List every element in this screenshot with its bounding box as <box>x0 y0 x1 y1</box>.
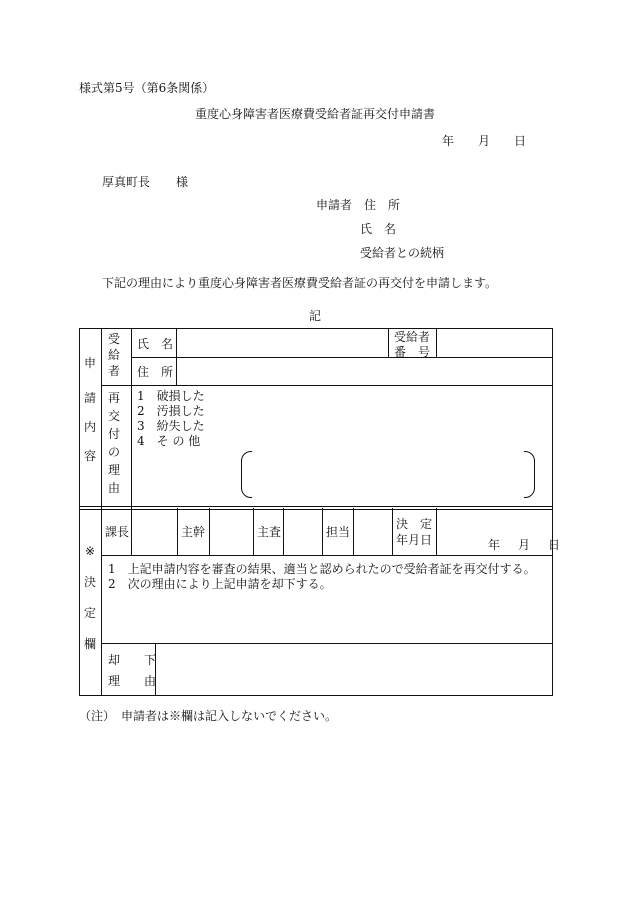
decision-reject: 2 次の理由により上記申請を却下する。 <box>108 577 332 591</box>
section-request-label: 申 請 内 容 <box>83 356 96 463</box>
section-decision-label: ※ 決 定 欄 <box>83 544 96 651</box>
date-day: 日 <box>514 134 527 148</box>
addressee <box>102 173 188 190</box>
date-month: 月 <box>478 134 491 148</box>
applicant-name-label: 氏 名 <box>360 222 397 236</box>
reason-soiled: 2 汚損した <box>137 404 205 418</box>
footnote: （注） 申請者は※欄は記入しないでください。 <box>79 709 338 723</box>
applicant-address-line <box>316 196 400 213</box>
page-title: 重度心身障害者医療費受給者証再交付申請書 <box>194 107 435 121</box>
decision-date: 年 月 日 <box>488 538 561 552</box>
approval-senior-staff: 主幹 <box>181 525 206 539</box>
date-year: 年 <box>442 134 455 148</box>
approval-section-chief: 課長 <box>105 525 130 539</box>
decision-date-label: 決 定 年月日 <box>396 517 433 547</box>
recipient-name-label: 氏 名 <box>137 337 174 351</box>
reason-group-label: 再 交 付 の 理 由 <box>107 391 120 495</box>
form-number: 様式第5号（第6条関係） <box>79 81 215 95</box>
reason-other: 4 そ の 他 <box>137 434 201 448</box>
application-date <box>442 132 526 149</box>
reason-list <box>137 389 205 449</box>
reason-lost: 3 紛失した <box>137 419 205 433</box>
request-statement: 下記の理由により重度心身障害者医療費受給者証の再交付を申請します。 <box>102 276 498 290</box>
approval-staff: 担当 <box>326 525 351 539</box>
recipient-address-label: 住 所 <box>137 365 174 379</box>
addressee-name: 厚真町長 <box>102 175 151 189</box>
decision-options <box>108 562 536 592</box>
rejection-reason-label: 却 下 理 由 <box>108 653 157 688</box>
recipient-group-label: 受 給 者 <box>107 332 120 378</box>
decision-approve: 1 上記申請内容を審査の結果、適当と認められたので受給者証を再交付する。 <box>108 562 536 576</box>
addressee-suffix: 様 <box>176 175 189 189</box>
applicant-label: 申請者 <box>316 198 353 212</box>
approval-chief-clerk: 主査 <box>257 525 282 539</box>
table-border <box>79 328 553 696</box>
ki-heading: 記 <box>308 309 321 323</box>
applicant-relation-label: 受給者との続柄 <box>360 246 445 260</box>
applicant-address-label: 住 所 <box>364 198 401 212</box>
recipient-number-label: 受給者 番 号 <box>394 330 431 359</box>
reason-damaged: 1 破損した <box>137 389 205 403</box>
